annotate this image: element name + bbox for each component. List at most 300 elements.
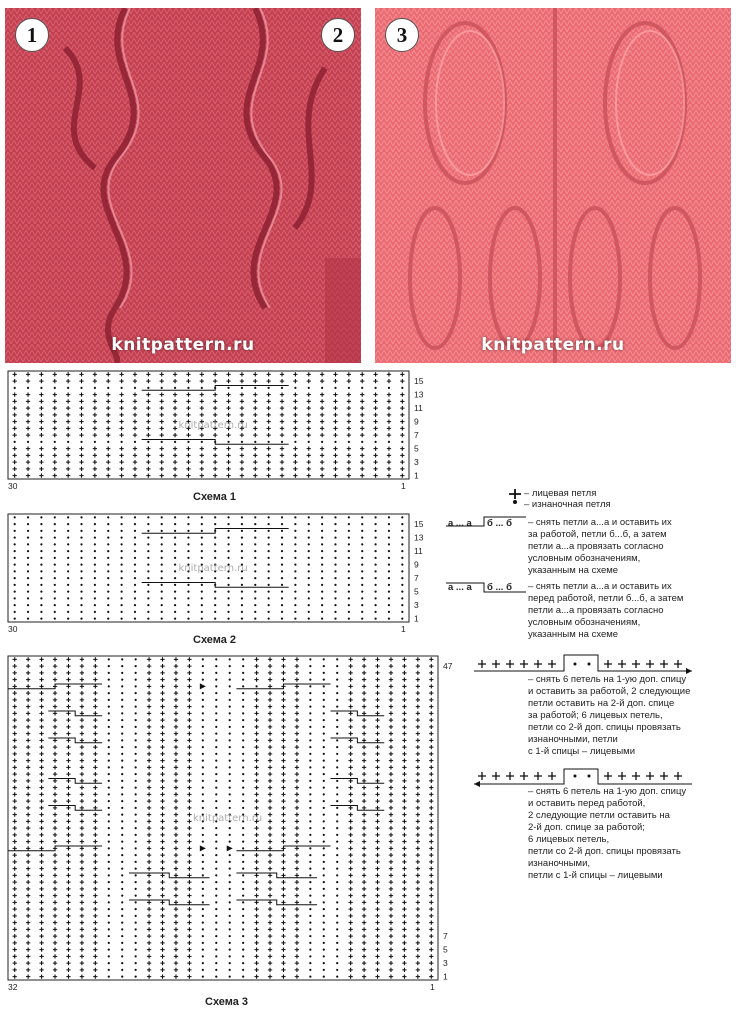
- knit-stitch: [173, 413, 177, 417]
- knit-stitch: [360, 372, 364, 376]
- knit-stitch: [26, 826, 30, 830]
- knit-stitch: [429, 819, 433, 823]
- purl-stitch: [281, 387, 283, 389]
- knit-stitch: [295, 880, 299, 884]
- knit-stitch: [402, 860, 406, 864]
- knit-stitch: [268, 846, 272, 850]
- knit-stitch: [348, 731, 352, 735]
- purl-stitch: [309, 787, 311, 789]
- purl-stitch: [135, 834, 137, 836]
- knit-stitch: [362, 947, 366, 951]
- knit-stitch: [26, 819, 30, 823]
- knit-stitch: [373, 460, 377, 464]
- knit-stitch: [147, 711, 151, 715]
- knit-stitch: [200, 392, 204, 396]
- knit-stitch: [39, 812, 43, 816]
- purl-stitch: [108, 881, 110, 883]
- purl-stitch: [336, 901, 338, 903]
- purl-stitch: [135, 908, 137, 910]
- knit-stitch: [281, 698, 285, 702]
- knit-stitch: [333, 453, 337, 457]
- purl-stitch: [336, 935, 338, 937]
- knit-stitch: [39, 941, 43, 945]
- purl-stitch: [321, 570, 323, 572]
- purl-stitch: [227, 597, 229, 599]
- knit-stitch: [320, 399, 324, 403]
- chart-2-title: Схема 2: [193, 634, 237, 646]
- knit-stitch: [348, 968, 352, 972]
- purl-stitch: [321, 604, 323, 606]
- photo-badge-2: 2: [321, 18, 355, 52]
- knit-stitch: [416, 833, 420, 837]
- knit-stitch: [93, 853, 97, 857]
- knit-stitch: [389, 738, 393, 742]
- knit-stitch: [80, 893, 84, 897]
- knit-stitch: [281, 934, 285, 938]
- purl-stitch: [374, 441, 376, 443]
- purl-stitch: [134, 597, 136, 599]
- purl-stitch: [321, 591, 323, 593]
- purl-stitch: [321, 516, 323, 518]
- purl-stitch: [201, 441, 203, 443]
- purl-stitch: [309, 692, 311, 694]
- knit-stitch: [307, 433, 311, 437]
- purl-stitch: [309, 739, 311, 741]
- col-label-right: 1: [430, 982, 435, 992]
- purl-stitch: [107, 523, 109, 525]
- purl-stitch: [121, 955, 123, 957]
- purl-stitch: [229, 854, 231, 856]
- knit-stitch: [174, 785, 178, 789]
- knit-stitch: [268, 718, 272, 722]
- purl-stitch: [215, 706, 217, 708]
- purl-stitch: [241, 523, 243, 525]
- knit-stitch: [66, 460, 70, 464]
- knit-stitch: [80, 725, 84, 729]
- cable-2-description: – снять петли а...а и оставить их перед работой, петли б...б, а затем петли а...а провязать согласно условным обозначениям, указанным на схеме: [528, 581, 684, 640]
- purl-stitch: [229, 928, 231, 930]
- row-label: 15: [414, 376, 424, 387]
- purl-stitch: [121, 739, 123, 741]
- knit-stitch: [26, 833, 30, 837]
- knit-stitch: [254, 914, 258, 918]
- knit-stitch: [93, 752, 97, 756]
- knit-stitch: [80, 907, 84, 911]
- purl-stitch: [215, 834, 217, 836]
- knit-stitch: [186, 406, 190, 410]
- knit-stitch: [348, 934, 352, 938]
- knit-stitch: [39, 873, 43, 877]
- purl-stitch: [67, 584, 69, 586]
- purl-stitch: [174, 618, 176, 620]
- knit-stitch: [39, 839, 43, 843]
- purl-stitch: [67, 516, 69, 518]
- knit-stitch: [254, 704, 258, 708]
- purl-stitch: [134, 516, 136, 518]
- knit-stitch: [281, 914, 285, 918]
- knit-stitch: [281, 718, 285, 722]
- purl-stitch: [121, 942, 123, 944]
- knit-stitch: [254, 664, 258, 668]
- knit-stitch: [402, 806, 406, 810]
- knit-stitch: [26, 433, 30, 437]
- knit-stitch: [174, 826, 178, 830]
- knit-stitch: [93, 657, 97, 661]
- purl-stitch: [107, 570, 109, 572]
- purl-stitch: [134, 387, 136, 389]
- knit-stitch: [400, 433, 404, 437]
- knit-stitch: [13, 413, 17, 417]
- knit-stitch: [416, 853, 420, 857]
- purl-stitch: [121, 766, 123, 768]
- knit-stitch: [119, 413, 123, 417]
- purl-stitch: [214, 516, 216, 518]
- knit-stitch: [13, 920, 17, 924]
- knit-stitch: [160, 758, 164, 762]
- cable-line: [142, 386, 289, 391]
- knit-stitch: [429, 792, 433, 796]
- purl-stitch: [202, 780, 204, 782]
- knit-stitch: [429, 657, 433, 661]
- knit-stitch: [254, 900, 258, 904]
- knit-stitch: [362, 873, 366, 877]
- knit-stitch: [416, 860, 420, 864]
- chart-3-title: Схема 3: [205, 996, 249, 1008]
- knit-stitch: [253, 392, 257, 396]
- knit-stitch: [53, 758, 57, 762]
- purl-stitch: [241, 611, 243, 613]
- purl-stitch: [202, 955, 204, 957]
- purl-stitch: [121, 773, 123, 775]
- purl-stitch: [108, 942, 110, 944]
- purl-stitch: [108, 800, 110, 802]
- knit-stitch: [375, 745, 379, 749]
- purl-stitch: [309, 955, 311, 957]
- knit-stitch: [387, 372, 391, 376]
- knit-stitch: [53, 819, 57, 823]
- knit-stitch: [66, 711, 70, 715]
- knit-stitch: [174, 954, 178, 958]
- knit-stitch: [39, 934, 43, 938]
- knit-stitch: [254, 833, 258, 837]
- knit-stitch: [160, 873, 164, 877]
- purl-stitch: [121, 847, 123, 849]
- knit-stitch: [213, 446, 217, 450]
- knit-stitch: [39, 968, 43, 972]
- knit-stitch: [213, 379, 217, 383]
- purl-stitch: [135, 874, 137, 876]
- cable-6-2-front-symbol-icon: [472, 766, 694, 788]
- purl-stitch: [336, 841, 338, 843]
- purl-stitch: [27, 557, 29, 559]
- row-label: 13: [414, 389, 424, 400]
- cable-3-description: – снять 6 петель на 1-ую доп. спицу и оставить за работой, 2 следующие петли оставить на 2-й доп. спице за работой; 6 лицевых петель, петли со 2-й доп. спицы провязать изнаночными, петли с 1-й спицы – лицевыми: [528, 674, 691, 757]
- knit-stitch: [174, 758, 178, 762]
- purl-stitch: [215, 672, 217, 674]
- knit-stitch: [295, 765, 299, 769]
- knit-stitch: [13, 419, 17, 423]
- knit-stitch: [53, 399, 57, 403]
- knit-stitch: [174, 873, 178, 877]
- purl-stitch: [309, 861, 311, 863]
- knit-stitch: [66, 880, 70, 884]
- purl-stitch: [135, 888, 137, 890]
- purl-stitch: [254, 557, 256, 559]
- purl-stitch: [202, 895, 204, 897]
- knit-stitch: [39, 792, 43, 796]
- purl-stitch: [215, 733, 217, 735]
- purl-stitch: [161, 516, 163, 518]
- knit-stitch: [400, 467, 404, 471]
- purl-stitch: [294, 584, 296, 586]
- purl-stitch: [108, 665, 110, 667]
- knit-stitch: [93, 684, 97, 688]
- knit-stitch: [106, 372, 110, 376]
- row-label: 5: [414, 443, 419, 454]
- knit-stitch: [362, 860, 366, 864]
- col-label-left: 30: [8, 481, 18, 491]
- purl-stitch: [254, 523, 256, 525]
- knit-stitch: [362, 914, 366, 918]
- knit-stitch: [66, 392, 70, 396]
- knit-stitch: [174, 806, 178, 810]
- knit-stitch: [362, 833, 366, 837]
- knit-stitch: [295, 758, 299, 762]
- purl-stitch: [121, 780, 123, 782]
- purl-stitch: [135, 935, 137, 937]
- knit-stitch: [93, 731, 97, 735]
- knit-stitch: [254, 927, 258, 931]
- purl-stitch: [254, 530, 256, 532]
- knit-stitch: [53, 941, 57, 945]
- purl-stitch: [401, 441, 403, 443]
- purl-stitch: [242, 895, 244, 897]
- purl-stitch: [348, 387, 350, 389]
- knit-stitch: [348, 806, 352, 810]
- knit-stitch: [160, 446, 164, 450]
- knit-stitch: [93, 839, 97, 843]
- knit-stitch: [53, 920, 57, 924]
- purl-stitch: [229, 760, 231, 762]
- purl-stitch: [215, 901, 217, 903]
- purl-stitch: [80, 604, 82, 606]
- knit-stitch: [254, 806, 258, 810]
- knit-stitch: [39, 752, 43, 756]
- knit-stitch: [389, 698, 393, 702]
- knit-stitch: [160, 392, 164, 396]
- knit-stitch: [213, 372, 217, 376]
- knit-stitch: [53, 725, 57, 729]
- knit-stitch: [416, 691, 420, 695]
- purl-stitch: [135, 861, 137, 863]
- knit-stitch: [66, 698, 70, 702]
- purl-stitch: [54, 537, 56, 539]
- purl-stitch: [401, 543, 403, 545]
- knit-stitch: [400, 460, 404, 464]
- purl-stitch: [242, 672, 244, 674]
- purl-stitch: [361, 584, 363, 586]
- purl-stitch: [321, 537, 323, 539]
- purl-stitch: [121, 523, 123, 525]
- knit-stitch: [80, 819, 84, 823]
- purl-stitch: [215, 679, 217, 681]
- knit-stitch: [93, 806, 97, 810]
- knit-stitch: [281, 738, 285, 742]
- knit-stitch: [253, 406, 257, 410]
- knit-stitch: [146, 473, 150, 477]
- knit-stitch: [295, 725, 299, 729]
- knit-stitch: [187, 954, 191, 958]
- knit-stitch: [429, 718, 433, 722]
- knit-stitch: [373, 426, 377, 430]
- knit-stitch: [268, 806, 272, 810]
- knit-stitch: [93, 974, 97, 978]
- knit-stitch: [66, 860, 70, 864]
- purl-stitch: [401, 550, 403, 552]
- purl-stitch: [215, 841, 217, 843]
- knit-stitch: [80, 738, 84, 742]
- knit-stitch: [13, 792, 17, 796]
- purl-stitch: [242, 746, 244, 748]
- knit-stitch: [266, 392, 270, 396]
- knit-stitch: [226, 406, 230, 410]
- knit-stitch: [266, 413, 270, 417]
- knit-stitch: [160, 725, 164, 729]
- purl-stitch: [54, 543, 56, 545]
- purl-stitch: [242, 733, 244, 735]
- row-label: 3: [414, 600, 419, 611]
- knit-stitch: [307, 426, 311, 430]
- knit-stitch: [160, 379, 164, 383]
- knit-stitch: [39, 860, 43, 864]
- purl-stitch: [229, 712, 231, 714]
- knit-stitch: [26, 934, 30, 938]
- purl-stitch: [94, 597, 96, 599]
- knit-stitch: [66, 704, 70, 708]
- purl-stitch: [323, 834, 325, 836]
- knit-stitch: [347, 372, 351, 376]
- purl-stitch: [121, 820, 123, 822]
- knit-stitch: [147, 698, 151, 702]
- purl-stitch: [202, 699, 204, 701]
- knit-stitch: [147, 839, 151, 843]
- purl-stitch: [336, 922, 338, 924]
- purl-stitch: [14, 530, 16, 532]
- purl-stitch: [54, 570, 56, 572]
- knit-stitch: [268, 860, 272, 864]
- purl-stitch: [215, 773, 217, 775]
- knit-stitch: [307, 392, 311, 396]
- purl-stitch: [67, 530, 69, 532]
- knit-stitch: [295, 846, 299, 850]
- knit-stitch: [226, 446, 230, 450]
- knit-stitch: [281, 853, 285, 857]
- knit-stitch: [389, 657, 393, 661]
- knit-stitch: [254, 657, 258, 661]
- purl-stitch: [121, 692, 123, 694]
- knit-stitch: [160, 900, 164, 904]
- knit-stitch: [66, 853, 70, 857]
- knit-stitch: [160, 934, 164, 938]
- purl-stitch: [215, 955, 217, 957]
- knit-stitch: [348, 819, 352, 823]
- knit-stitch: [348, 745, 352, 749]
- knit-stitch: [362, 826, 366, 830]
- knit-stitch: [173, 446, 177, 450]
- knit-stitch: [375, 711, 379, 715]
- purl-stitch: [174, 570, 176, 572]
- knit-stitch: [375, 684, 379, 688]
- purl-stitch: [215, 888, 217, 890]
- knit-stitch: [66, 426, 70, 430]
- knit-stitch: [187, 941, 191, 945]
- cable-line: [236, 873, 317, 878]
- knit-stitch: [295, 839, 299, 843]
- knit-stitch: [254, 752, 258, 756]
- knit-stitch: [66, 914, 70, 918]
- purl-stitch: [108, 746, 110, 748]
- knit-stitch: [26, 799, 30, 803]
- knit-stitch: [146, 419, 150, 423]
- purl-stitch: [323, 692, 325, 694]
- knit-stitch: [119, 372, 123, 376]
- purl-stitch: [14, 441, 16, 443]
- knit-stitch: [429, 880, 433, 884]
- purl-stitch: [309, 976, 311, 978]
- knit-stitch: [119, 433, 123, 437]
- knit-stitch: [320, 453, 324, 457]
- purl-stitch: [121, 543, 123, 545]
- cable-line: [142, 583, 289, 588]
- purl-stitch: [121, 881, 123, 883]
- purl-stitch: [108, 658, 110, 660]
- purl-stitch: [107, 441, 109, 443]
- knit-stitch: [53, 833, 57, 837]
- knit-stitch: [80, 833, 84, 837]
- knit-stitch: [416, 704, 420, 708]
- purl-stitch: [374, 516, 376, 518]
- knit-stitch: [146, 372, 150, 376]
- knit-stitch: [280, 433, 284, 437]
- purl-stitch: [229, 739, 231, 741]
- knit-stitch: [173, 372, 177, 376]
- purl-stitch: [135, 814, 137, 816]
- purl-stitch: [242, 969, 244, 971]
- row-label: 1: [443, 971, 448, 982]
- knit-stitch: [187, 731, 191, 735]
- purl-stitch: [388, 543, 390, 545]
- knit-stitch: [416, 846, 420, 850]
- knit-stitch: [26, 684, 30, 688]
- purl-stitch: [229, 962, 231, 964]
- knit-stitch: [160, 920, 164, 924]
- knit-stitch: [174, 745, 178, 749]
- purl-stitch: [202, 679, 204, 681]
- purl-symbol-icon: [513, 500, 517, 504]
- knit-stitch: [66, 792, 70, 796]
- purl-stitch: [121, 584, 123, 586]
- purl-stitch: [334, 570, 336, 572]
- knit-stitch: [400, 372, 404, 376]
- purl-stitch: [147, 537, 149, 539]
- purl-stitch: [309, 665, 311, 667]
- knit-stitch: [133, 467, 137, 471]
- purl-stitch: [242, 976, 244, 978]
- photo-badge-1: 1: [15, 18, 49, 52]
- purl-stitch: [388, 611, 390, 613]
- knit-stitch: [295, 927, 299, 931]
- purl-stitch: [121, 814, 123, 816]
